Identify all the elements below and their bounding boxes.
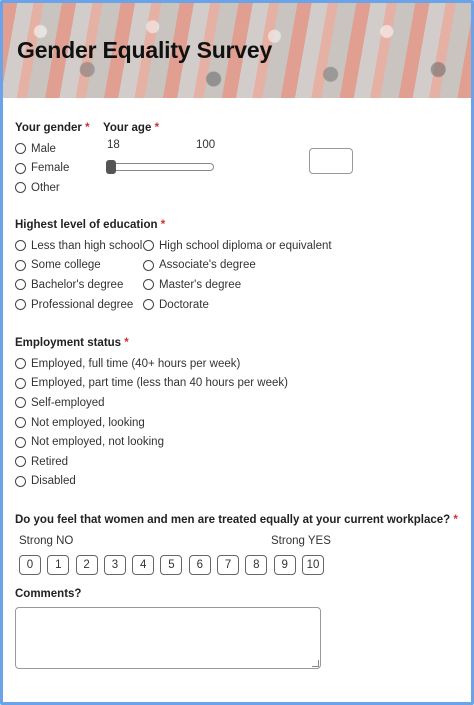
- radio-button[interactable]: [143, 279, 154, 290]
- employment-option-part-time[interactable]: [15, 374, 288, 394]
- rating-option-4[interactable]: 4: [132, 555, 154, 575]
- gender-label-text: Your gender: [15, 122, 82, 134]
- option-label: Disabled: [31, 475, 76, 488]
- equality-label-text: Do you feel that women and men are treated equally at your current workplace?: [15, 514, 451, 526]
- radio-button[interactable]: [143, 260, 154, 271]
- age-max-label: 100: [196, 139, 216, 151]
- radio-button[interactable]: [15, 299, 26, 310]
- employment-option-full-time[interactable]: [15, 354, 288, 374]
- option-label: Some college: [31, 259, 101, 272]
- age-slider[interactable]: [107, 163, 214, 171]
- header-banner: [3, 3, 471, 98]
- resize-grip-icon[interactable]: [312, 660, 319, 667]
- option-label: Bachelor's degree: [31, 278, 124, 291]
- education-option-high-school[interactable]: [143, 236, 332, 256]
- gender-label: [15, 122, 90, 134]
- equality-question: [15, 498, 459, 588]
- required-mark: *: [160, 219, 166, 231]
- radio-button[interactable]: [143, 240, 154, 251]
- scale-low-label: Strong NO: [19, 535, 74, 547]
- radio-button[interactable]: [15, 476, 26, 487]
- radio-button[interactable]: [15, 240, 26, 251]
- education-option-bachelors[interactable]: [15, 275, 143, 295]
- employment-label-text: Employment status: [15, 337, 122, 349]
- equality-label: [15, 514, 458, 526]
- gender-age-row: [15, 98, 459, 198]
- employment-option-self-employed[interactable]: [15, 393, 288, 413]
- rating-option-3[interactable]: 3: [104, 555, 126, 575]
- rating-option-1[interactable]: 1: [47, 555, 69, 575]
- age-slider-thumb[interactable]: [106, 160, 116, 174]
- comments-question: [15, 588, 459, 688]
- option-label: Master's degree: [159, 278, 242, 291]
- education-options: [15, 236, 332, 314]
- employment-label: [15, 337, 129, 349]
- age-min-label: 18: [107, 139, 120, 151]
- required-mark: *: [85, 122, 90, 134]
- education-question: [15, 198, 459, 323]
- age-label-text: Your age: [103, 122, 152, 134]
- option-label: Associate's degree: [159, 259, 256, 272]
- option-label: Doctorate: [159, 298, 209, 311]
- radio-button[interactable]: [143, 299, 154, 310]
- gender-question: [15, 122, 90, 198]
- required-mark: *: [453, 514, 458, 526]
- option-label: Not employed, not looking: [31, 436, 164, 449]
- comments-label: Comments?: [15, 588, 82, 600]
- gender-option-female[interactable]: [15, 159, 90, 179]
- required-mark: *: [124, 337, 129, 349]
- required-mark: *: [154, 122, 160, 134]
- employment-option-not-employed-looking[interactable]: [15, 413, 288, 433]
- rating-option-9[interactable]: 9: [274, 555, 296, 575]
- age-label: [103, 122, 273, 134]
- employment-option-retired[interactable]: [15, 452, 288, 472]
- option-label: High school diploma or equivalent: [159, 239, 332, 252]
- option-label: Employed, full time (40+ hours per week): [31, 357, 241, 370]
- option-label: Professional degree: [31, 298, 134, 311]
- radio-button[interactable]: [15, 378, 26, 389]
- employment-options: [15, 354, 288, 491]
- employment-option-disabled[interactable]: [15, 472, 288, 492]
- gender-option-male[interactable]: [15, 139, 90, 159]
- rating-option-2[interactable]: 2: [76, 555, 98, 575]
- age-question: [103, 122, 273, 153]
- education-option-associates[interactable]: [143, 256, 332, 276]
- option-label: Female: [31, 162, 70, 175]
- radio-button[interactable]: [15, 260, 26, 271]
- education-option-professional[interactable]: [15, 295, 143, 315]
- age-range-labels: [103, 137, 273, 153]
- rating-option-10[interactable]: 10: [302, 555, 324, 575]
- option-label: Other: [31, 181, 60, 194]
- rating-option-6[interactable]: 6: [189, 555, 211, 575]
- option-label: Retired: [31, 455, 69, 468]
- radio-button[interactable]: [15, 182, 26, 193]
- comments-textarea[interactable]: [15, 607, 321, 669]
- form-content: [3, 98, 471, 688]
- option-label: Employed, part time (less than 40 hours per week): [31, 377, 288, 390]
- rating-scale: [19, 555, 330, 575]
- rating-option-0[interactable]: 0: [19, 555, 41, 575]
- option-label: Male: [31, 142, 56, 155]
- education-option-doctorate[interactable]: [143, 295, 332, 315]
- option-label: Less than high school: [31, 239, 143, 252]
- radio-button[interactable]: [15, 456, 26, 467]
- radio-button[interactable]: [15, 397, 26, 408]
- radio-button[interactable]: [15, 417, 26, 428]
- rating-option-5[interactable]: 5: [160, 555, 182, 575]
- employment-option-not-employed-not-looking[interactable]: [15, 432, 288, 452]
- education-label: [15, 219, 165, 231]
- education-option-masters[interactable]: [143, 275, 332, 295]
- education-option-less-than-high-school[interactable]: [15, 236, 143, 256]
- education-label-text: Highest level of education: [15, 219, 158, 231]
- age-input[interactable]: [309, 148, 353, 174]
- employment-question: [15, 323, 459, 498]
- radio-button[interactable]: [15, 358, 26, 369]
- rating-option-7[interactable]: 7: [217, 555, 239, 575]
- radio-button[interactable]: [15, 163, 26, 174]
- page-title: Gender Equality Survey: [17, 37, 273, 63]
- rating-option-8[interactable]: 8: [245, 555, 267, 575]
- option-label: Self-employed: [31, 396, 105, 409]
- option-label: Not employed, looking: [31, 416, 145, 429]
- education-option-some-college[interactable]: [15, 256, 143, 276]
- gender-option-other[interactable]: [15, 178, 90, 198]
- scale-high-label: Strong YES: [271, 535, 331, 547]
- radio-button[interactable]: [15, 143, 26, 154]
- radio-button[interactable]: [15, 279, 26, 290]
- radio-button[interactable]: [15, 437, 26, 448]
